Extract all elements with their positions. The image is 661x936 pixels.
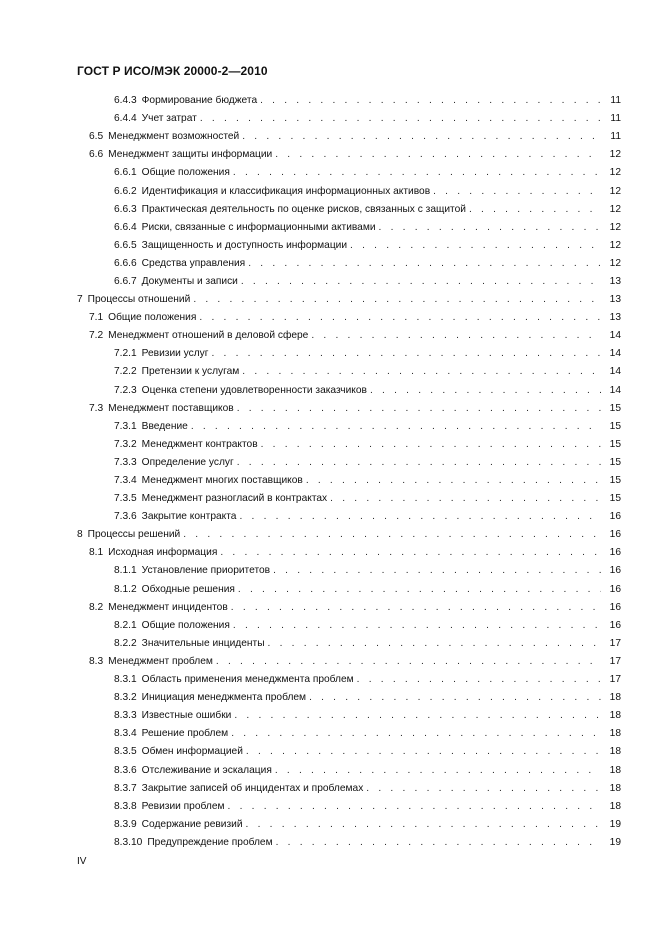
toc-entry[interactable]	[0, 599, 661, 617]
toc-entry-title: Менеджмент проблем	[108, 655, 213, 667]
toc-entry[interactable]	[0, 544, 661, 562]
dot-leader	[276, 837, 601, 849]
dot-leader	[246, 819, 601, 831]
toc-entry[interactable]	[0, 780, 661, 798]
toc-entry-title: Значительные инциденты	[141, 637, 265, 649]
toc-entry-number: 6.6	[89, 149, 104, 161]
toc-entry[interactable]	[0, 146, 661, 164]
dot-leader	[237, 403, 601, 415]
toc-entry-title: Обмен информацией	[141, 746, 243, 758]
dot-leader	[357, 674, 601, 686]
dot-leader	[370, 385, 601, 397]
toc-entry-title: Менеджмент разногласий в контрактах	[141, 493, 328, 505]
toc-entry-number: 6.6.1	[114, 167, 137, 179]
toc-entry-page: 12	[609, 149, 621, 161]
toc-entry-number: 8.3.5	[114, 746, 137, 758]
dot-leader	[191, 421, 601, 433]
toc-entry-title: Установление приоритетов	[141, 565, 271, 577]
toc-entry-number: 7.3.3	[114, 456, 137, 468]
toc-entry[interactable]	[0, 92, 661, 110]
dot-leader	[199, 312, 601, 324]
toc-entry-page: 12	[609, 203, 621, 215]
toc-entry-page: 11	[610, 131, 621, 143]
toc-entry[interactable]	[0, 110, 661, 128]
toc-entry-number: 7	[77, 294, 83, 306]
toc-entry-title: Введение	[141, 420, 188, 432]
dot-leader	[212, 348, 602, 360]
toc-entry-number: 7.3.6	[114, 511, 137, 523]
toc-entry-page: 18	[609, 800, 621, 812]
toc-entry[interactable]	[0, 436, 661, 454]
toc-entry[interactable]	[0, 472, 661, 490]
toc-entry[interactable]	[0, 309, 661, 327]
toc-entry-number: 7.3.5	[114, 493, 137, 505]
dot-leader	[216, 656, 601, 668]
dot-leader	[433, 186, 601, 198]
toc-entry-page: 12	[609, 185, 621, 197]
toc-entry-page: 15	[609, 438, 621, 450]
toc-entry-page: 12	[609, 221, 621, 233]
toc-entry-number: 8.3.9	[114, 818, 137, 830]
toc-entry-title: Менеджмент возможностей	[108, 131, 240, 143]
dot-leader	[275, 149, 601, 161]
toc-entry[interactable]	[0, 128, 661, 146]
dot-leader	[233, 620, 601, 632]
toc-entry[interactable]	[0, 363, 661, 381]
toc-entry-number: 6.6.7	[114, 275, 137, 287]
dot-leader	[242, 366, 601, 378]
toc-entry-title: Идентификация и классификация информационных активов	[141, 185, 431, 197]
toc-entry[interactable]	[0, 526, 661, 544]
toc-entry-page: 13	[609, 294, 621, 306]
toc-entry-title: Менеджмент инцидентов	[108, 601, 228, 613]
dot-leader	[242, 131, 601, 143]
document-header: ГОСТ Р ИСО/МЭК 20000-2—2010	[77, 64, 268, 78]
toc-entry-number: 7.3.4	[114, 475, 137, 487]
dot-leader	[231, 602, 601, 614]
toc-entry-number: 6.5	[89, 131, 104, 143]
toc-entry-page: 13	[609, 275, 621, 287]
toc-entry-page: 11	[610, 113, 621, 125]
toc-entry[interactable]	[0, 345, 661, 363]
dot-leader	[273, 565, 601, 577]
toc-entry-title: Отслеживание и эскалация	[141, 764, 272, 776]
toc-entry[interactable]	[0, 219, 661, 237]
dot-leader	[231, 728, 601, 740]
toc-entry-number: 8.3.8	[114, 800, 137, 812]
toc-entry[interactable]	[0, 562, 661, 580]
toc-entry-title: Менеджмент защиты информации	[108, 149, 273, 161]
dot-leader	[193, 294, 601, 306]
toc-entry-page: 13	[609, 312, 621, 324]
dot-leader	[309, 692, 601, 704]
dot-leader	[311, 330, 601, 342]
toc-entry-page: 17	[609, 674, 621, 686]
dot-leader	[260, 95, 601, 107]
dot-leader	[261, 439, 601, 451]
toc-entry[interactable]	[0, 182, 661, 200]
dot-leader	[366, 783, 601, 795]
dot-leader	[233, 167, 601, 179]
toc-entry-page: 17	[609, 637, 621, 649]
toc-entry-title: Определение услуг	[141, 456, 234, 468]
toc-entry-page: 18	[609, 692, 621, 704]
toc-entry-number: 7.3	[89, 402, 104, 414]
toc-entry-title: Формирование бюджета	[141, 95, 258, 107]
toc-entry-title: Менеджмент многих поставщиков	[141, 475, 303, 487]
toc-entry-title: Предупреждение проблем	[147, 836, 273, 848]
toc-entry-title: Ревизии услуг	[141, 348, 209, 360]
toc-entry[interactable]	[0, 671, 661, 689]
toc-entry-number: 8.3.7	[114, 782, 137, 794]
toc-entry-page: 14	[609, 384, 621, 396]
toc-entry-number: 6.6.2	[114, 185, 137, 197]
dot-leader	[239, 511, 601, 523]
toc-entry-page: 18	[609, 782, 621, 794]
toc-entry-number: 7.2	[89, 330, 104, 342]
toc-entry[interactable]	[0, 581, 661, 599]
toc-entry-page: 15	[609, 402, 621, 414]
toc-entry-page: 15	[609, 420, 621, 432]
toc-entry-number: 8.2	[89, 601, 104, 613]
page-number: IV	[77, 856, 87, 867]
toc-entry[interactable]	[0, 454, 661, 472]
dot-leader	[234, 710, 601, 722]
toc-entry-title: Оценка степени удовлетворенности заказчиков	[141, 384, 367, 396]
toc-entry-title: Область применения менеджмента проблем	[141, 674, 354, 686]
toc-entry[interactable]	[0, 834, 661, 852]
toc-entry-page: 18	[609, 764, 621, 776]
toc-entry-page: 18	[609, 710, 621, 722]
toc-entry-page: 19	[609, 818, 621, 830]
toc-entry[interactable]	[0, 237, 661, 255]
toc-entry-page: 16	[609, 565, 621, 577]
toc-entry-page: 16	[609, 619, 621, 631]
toc-entry-page: 19	[609, 836, 621, 848]
table-of-contents	[0, 92, 661, 852]
toc-entry-title: Менеджмент контрактов	[141, 438, 258, 450]
dot-leader	[183, 529, 601, 541]
dot-leader	[241, 276, 601, 288]
toc-entry-page: 16	[609, 529, 621, 541]
toc-entry-number: 8	[77, 529, 83, 541]
toc-entry-number: 6.6.3	[114, 203, 137, 215]
dot-leader	[469, 204, 601, 216]
toc-entry-title: Защищенность и доступность информации	[141, 239, 348, 251]
toc-entry-number: 6.6.4	[114, 221, 137, 233]
toc-entry-title: Документы и записи	[141, 275, 238, 287]
dot-leader	[200, 113, 601, 125]
toc-entry[interactable]	[0, 490, 661, 508]
toc-entry[interactable]	[0, 635, 661, 653]
toc-entry-title: Практическая деятельность по оценке рисков, связанных с защитой	[141, 203, 466, 215]
toc-entry-title: Общие положения	[108, 312, 197, 324]
toc-entry-page: 15	[609, 456, 621, 468]
toc-entry[interactable]	[0, 164, 661, 182]
dot-leader	[275, 765, 601, 777]
toc-entry-page: 16	[609, 547, 621, 559]
toc-entry[interactable]	[0, 761, 661, 779]
dot-leader	[248, 258, 601, 270]
toc-entry-page: 15	[609, 475, 621, 487]
toc-entry-number: 8.2.2	[114, 637, 137, 649]
toc-entry-number: 8.3.1	[114, 674, 137, 686]
toc-entry-title: Ревизии проблем	[141, 800, 225, 812]
toc-entry-number: 7.3.1	[114, 420, 137, 432]
toc-entry-page: 12	[609, 257, 621, 269]
toc-entry-title: Претензии к услугам	[141, 366, 240, 378]
toc-entry-title: Обходные решения	[141, 583, 235, 595]
toc-entry-number: 6.6.5	[114, 239, 137, 251]
toc-entry-number: 8.3.2	[114, 692, 137, 704]
toc-entry[interactable]	[0, 291, 661, 309]
toc-entry-page: 14	[609, 366, 621, 378]
toc-entry-number: 6.4.3	[114, 95, 137, 107]
toc-entry-page: 18	[609, 746, 621, 758]
toc-entry-title: Известные ошибки	[141, 710, 232, 722]
toc-entry-title: Общие положения	[141, 619, 230, 631]
toc-entry-number: 7.2.1	[114, 348, 137, 360]
toc-entry[interactable]	[0, 400, 661, 418]
dot-leader	[220, 547, 601, 559]
toc-entry-number: 7.1	[89, 312, 104, 324]
toc-entry-title: Процессы решений	[87, 529, 181, 541]
toc-entry-number: 8.3	[89, 655, 104, 667]
toc-entry-number: 8.3.4	[114, 728, 137, 740]
toc-entry[interactable]	[0, 798, 661, 816]
toc-entry-title: Решение проблем	[141, 728, 229, 740]
toc-entry-page: 15	[609, 493, 621, 505]
toc-entry-title: Средства управления	[141, 257, 246, 269]
toc-entry-number: 6.4.4	[114, 113, 137, 125]
dot-leader	[228, 801, 601, 813]
toc-entry-page: 18	[609, 728, 621, 740]
toc-entry[interactable]	[0, 418, 661, 436]
toc-entry[interactable]	[0, 725, 661, 743]
toc-entry[interactable]	[0, 617, 661, 635]
dot-leader	[330, 493, 601, 505]
toc-entry-page: 16	[609, 583, 621, 595]
toc-entry-title: Менеджмент поставщиков	[108, 402, 234, 414]
toc-entry-number: 7.2.3	[114, 384, 137, 396]
toc-entry-title: Учет затрат	[141, 113, 197, 125]
toc-entry-page: 12	[609, 239, 621, 251]
dot-leader	[306, 475, 601, 487]
toc-entry-title: Менеджмент отношений в деловой сфере	[108, 330, 309, 342]
toc-entry-number: 7.2.2	[114, 366, 137, 378]
toc-entry[interactable]	[0, 743, 661, 761]
toc-entry-page: 11	[610, 95, 621, 107]
toc-entry-title: Закрытие записей об инцидентах и проблемах	[141, 782, 364, 794]
toc-entry-number: 8.1.2	[114, 583, 137, 595]
toc-entry-page: 12	[609, 167, 621, 179]
toc-entry-page: 16	[609, 511, 621, 523]
toc-entry-number: 7.3.2	[114, 438, 137, 450]
toc-entry-number: 6.6.6	[114, 257, 137, 269]
toc-entry[interactable]	[0, 689, 661, 707]
toc-entry-page: 14	[609, 348, 621, 360]
toc-entry[interactable]	[0, 653, 661, 671]
toc-entry[interactable]	[0, 382, 661, 400]
toc-entry-number: 8.1	[89, 547, 104, 559]
toc-entry[interactable]	[0, 707, 661, 725]
toc-entry[interactable]	[0, 201, 661, 219]
dot-leader	[350, 240, 601, 252]
toc-entry-title: Содержание ревизий	[141, 818, 243, 830]
toc-entry-title: Процессы отношений	[87, 294, 191, 306]
toc-entry-title: Инициация менеджмента проблем	[141, 692, 307, 704]
toc-entry-number: 8.3.3	[114, 710, 137, 722]
toc-entry-page: 17	[609, 655, 621, 667]
toc-entry-page: 16	[609, 601, 621, 613]
dot-leader	[268, 638, 601, 650]
toc-entry-number: 8.1.1	[114, 565, 137, 577]
toc-entry[interactable]	[0, 327, 661, 345]
toc-entry[interactable]	[0, 508, 661, 526]
dot-leader	[238, 584, 601, 596]
toc-entry-title: Исходная информация	[108, 547, 218, 559]
toc-entry-page: 14	[609, 330, 621, 342]
dot-leader	[237, 457, 601, 469]
toc-entry[interactable]	[0, 816, 661, 834]
toc-entry[interactable]	[0, 273, 661, 291]
toc-entry-number: 8.2.1	[114, 619, 137, 631]
toc-entry[interactable]	[0, 255, 661, 273]
toc-entry-number: 8.3.6	[114, 764, 137, 776]
toc-entry-title: Риски, связанные с информационными активами	[141, 221, 376, 233]
toc-entry-title: Закрытие контракта	[141, 511, 237, 523]
dot-leader	[246, 746, 601, 758]
dot-leader	[379, 222, 601, 234]
toc-entry-title: Общие положения	[141, 167, 230, 179]
toc-entry-number: 8.3.10	[114, 836, 143, 848]
